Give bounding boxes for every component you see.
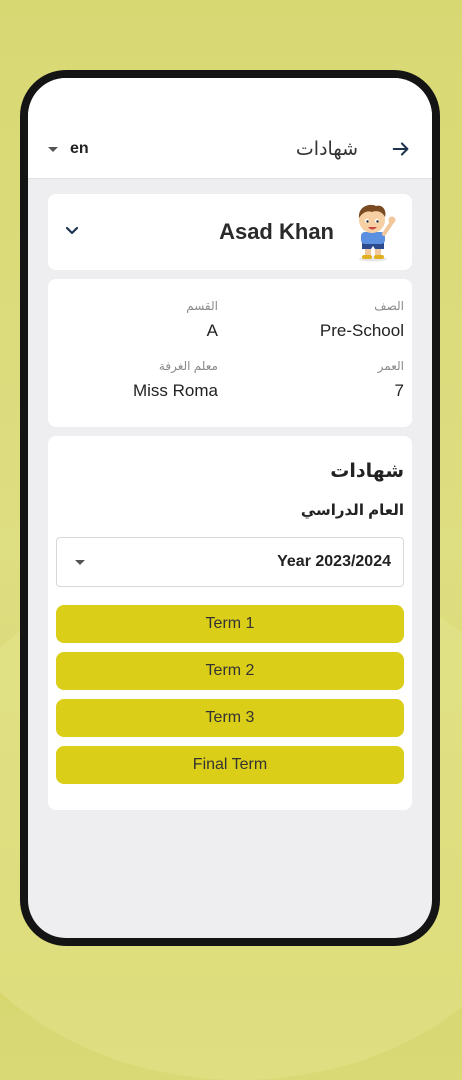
academic-year-label: العام الدراسي <box>300 502 404 519</box>
teacher-field <box>133 359 218 401</box>
age-field <box>378 359 404 401</box>
section-value: A <box>206 321 218 340</box>
top-bar <box>28 78 432 179</box>
grade-value: Pre-School <box>319 321 404 340</box>
term-2-button[interactable]: Term 2 <box>56 652 404 690</box>
grade-label: الصف <box>374 299 404 313</box>
child-avatar-icon <box>348 202 398 262</box>
academic-year-select[interactable] <box>56 537 404 587</box>
age-value: 7 <box>394 381 404 400</box>
age-label: العمر <box>377 359 404 373</box>
language-label: en <box>70 140 89 157</box>
caret-down-icon <box>75 560 85 565</box>
student-card[interactable] <box>48 194 412 270</box>
term-3-button[interactable]: Term 3 <box>56 699 404 737</box>
selected-year: Year 2023/2024 <box>277 553 391 570</box>
language-selector[interactable] <box>48 140 89 158</box>
app-screen <box>28 78 432 938</box>
caret-down-icon <box>48 147 58 152</box>
term-1-button[interactable]: Term 1 <box>56 605 404 643</box>
page-title: شهادات <box>295 139 358 160</box>
section-field <box>186 299 218 341</box>
phone-frame <box>20 70 440 946</box>
chevron-down-icon[interactable] <box>64 223 80 239</box>
certificates-title: شهادات <box>330 461 404 482</box>
section-label: القسم <box>186 299 218 313</box>
student-name: Asad Khan <box>219 219 334 244</box>
certificates-card <box>48 436 412 810</box>
final-term-button[interactable]: Final Term <box>56 746 404 784</box>
teacher-value: Miss Roma <box>132 381 218 400</box>
grade-field <box>320 299 404 341</box>
arrow-right-icon[interactable] <box>390 138 412 160</box>
student-info-card <box>48 279 412 427</box>
teacher-label: معلم الغرفة <box>158 359 218 373</box>
